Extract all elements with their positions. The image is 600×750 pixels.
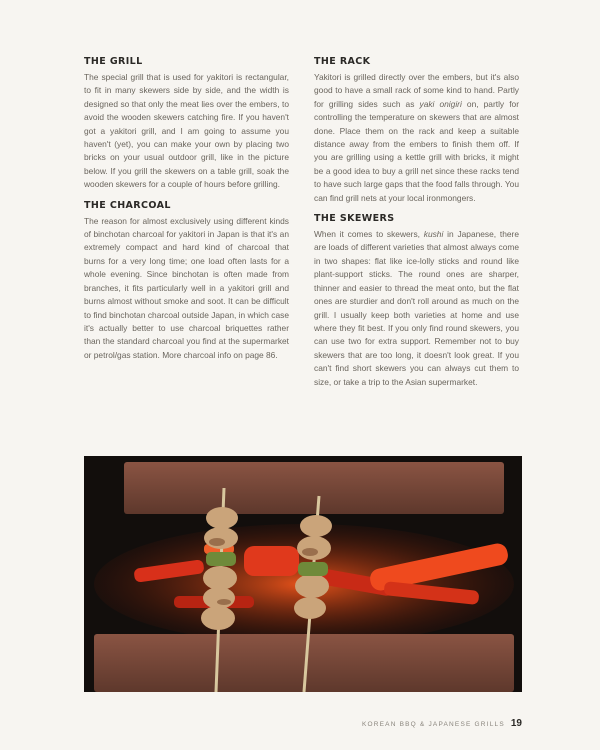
- body-text: The reason for almost exclusively using different kinds of binchotan charcoal for yakitori in Japan is that it's an extremely compact and hard kind of charcoal that burns for a very long time; one load often lasts for a whole evening. Since binchotan is often made from branches, it fits particularly well in a yakitori grill and burns almost without smoke and soot. It can be difficult to find binchotan charcoal outside Japan, in which case it's actually better to use charcoal briquettes rather than the standard charcoal you find at the supermarket or petrol/gas station. More charcoal info on page 86.: [84, 215, 289, 360]
- italic-term: yaki onigiri: [419, 98, 462, 109]
- section-body: [314, 228, 519, 389]
- italic-term: kushi: [423, 229, 444, 240]
- section-heading: THE GRILL: [84, 56, 143, 67]
- running-title: KOREAN BBQ & JAPANESE GRILLS: [361, 721, 505, 728]
- back-brick: [124, 462, 504, 514]
- body-text: When it comes to skewers,: [314, 229, 424, 240]
- left-column: [84, 56, 289, 370]
- page-number: 19: [510, 718, 522, 729]
- section-body: [84, 215, 289, 362]
- section: [314, 56, 519, 205]
- section-body: [314, 71, 519, 205]
- section: [314, 213, 519, 389]
- body-text: in Japanese, there are loads of different varieties that almost always come in two shapes: flat like ice-lolly sticks and round like plant-support sticks. The round ones are sharper, thinner and easier to thread the meat onto, but the flat ones are sturdier and don't roll around as much on the grill. I usually keep both varieties at home and use where they fit best. If you only find round skewers, you can use two for extra support. Remember not to buy skewers that are too long, it doesn't look great. If you can't find short skewers you can always cut them to size, or take a trip to the Asian supermarket.: [314, 229, 519, 387]
- section: [84, 56, 289, 192]
- section-heading: THE SKEWERS: [314, 213, 395, 225]
- section: [84, 200, 289, 362]
- body-text: on, partly for controlling the temperature on skewers that are almost done. Place them on the rack and keep a suitable distance away from the embers to finish them off. If you are grilling using a kettle grill with bricks, it might be a good idea to buy a grill net since these racks tend to have such large gaps that the food falls through. You can find grill nets at your local ironmongers.: [314, 98, 519, 203]
- yakitori-grill-image: [84, 456, 522, 692]
- grill-photo: [84, 456, 522, 692]
- right-column: [314, 56, 519, 397]
- page-footer: [362, 718, 522, 729]
- section-heading: THE CHARCOAL: [84, 199, 171, 211]
- section-body: [84, 71, 289, 192]
- body-text: Yakitori is grilled directly over the embers, but it's also good to have a small rack of some kind to hand. Partly for grilling sides such as: [314, 72, 519, 109]
- body-text: The special grill that is used for yakitori is rectangular, to fit in many skewers side by side, and the width is designed so that only the meat lies over the embers, to avoid the wooden skewers catching fire. If you haven't got a yakitori grill, and I am going to assume you haven't (yet), you can make your own by placing two bricks on your usual outdoor grill, like in the picture below. If you grill the skewers on a table grill, soak the wooden skewers for a couple of hours before grilling.: [84, 72, 289, 190]
- section-heading: THE RACK: [314, 56, 371, 67]
